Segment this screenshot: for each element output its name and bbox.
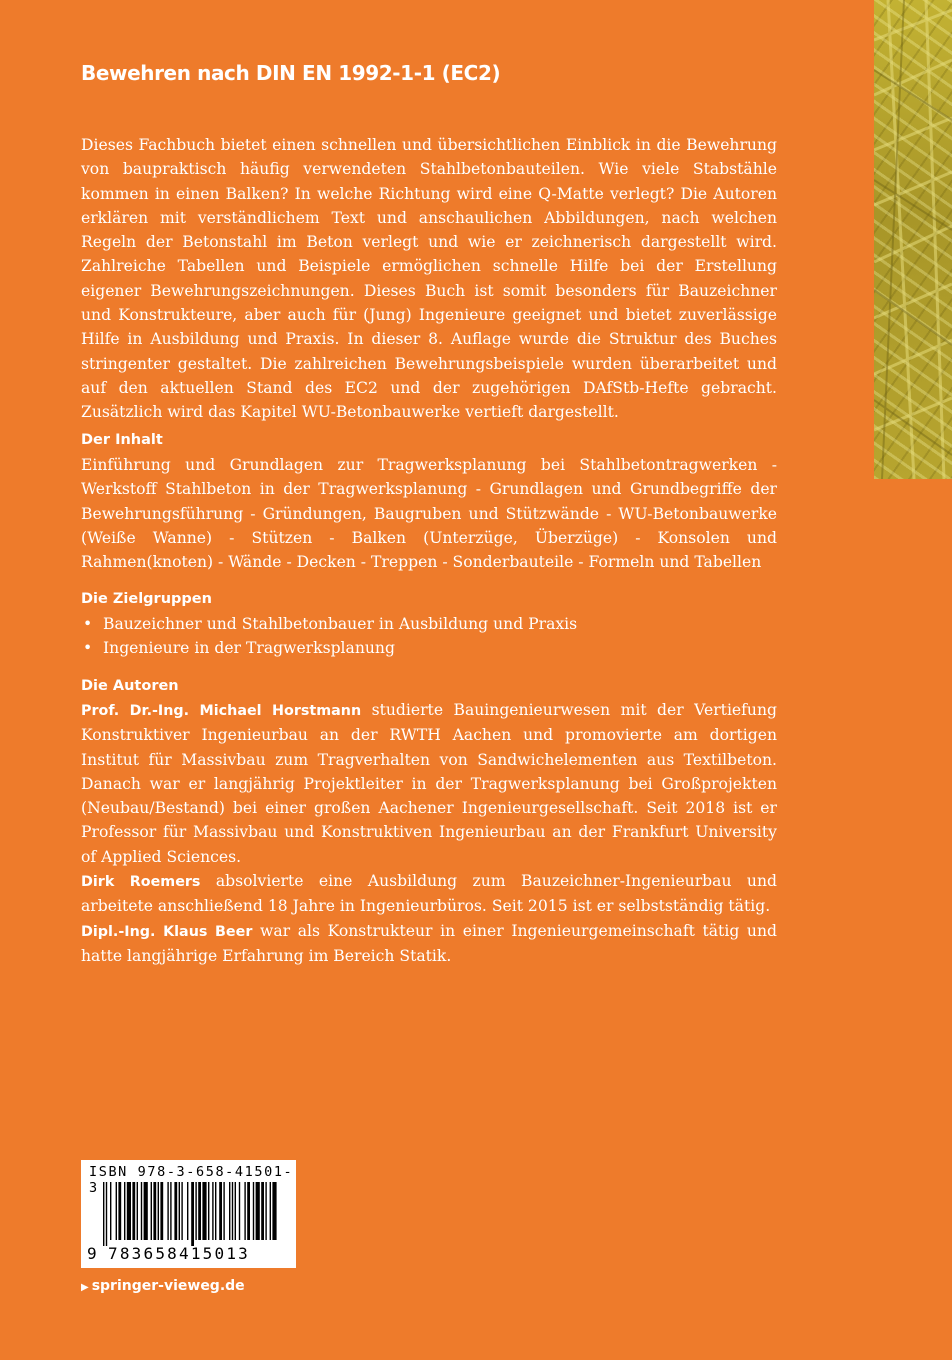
barcode-bar — [219, 1182, 222, 1240]
author-entry — [81, 869, 777, 919]
target-groups-list — [81, 612, 777, 661]
barcode-bar — [272, 1182, 276, 1240]
barcode-bar — [181, 1182, 182, 1240]
author-bio: studierte Bauingenieurwesen mit der Vertiefung Konstruktiver Ingenieurbau an der RWTH Aachen und promovierte am dortigen Institut für Massivbau zum Tragverhalten von Sandwichelementen aus Textilbeton. Danach war er langjährig Projektleiter in der Tragwerksplanung bei Großprojekten (Neubau/Bestand) bei einer großen Aachener Ingenieurgesellschaft. Seit 2018 ist er Professor für Massivbau und Konstruktiven Ingenieurbau an der Frankfurt University of Applied Sciences. — [81, 701, 777, 866]
isbn-barcode — [81, 1160, 296, 1268]
barcode-bar — [223, 1182, 224, 1240]
target-groups-heading: Die Zielgruppen — [81, 591, 212, 607]
barcode-bar — [167, 1182, 168, 1240]
barcode-bar — [170, 1182, 171, 1240]
barcode-bar — [174, 1182, 177, 1240]
authors-heading: Die Autoren — [81, 678, 179, 694]
barcode-bar — [132, 1182, 135, 1240]
author-name: Dirk Roemers — [81, 874, 201, 891]
barcode-bar — [265, 1182, 266, 1240]
barcode-bar — [116, 1182, 117, 1240]
barcode-bar — [153, 1182, 156, 1240]
contents-heading: Der Inhalt — [81, 432, 163, 448]
barcode-bar — [215, 1182, 216, 1240]
barcode-bar — [232, 1182, 233, 1240]
barcode-bar — [198, 1182, 201, 1240]
barcode-bar — [141, 1182, 142, 1240]
bullet-icon: • — [83, 615, 93, 633]
barcode-bar — [256, 1182, 260, 1240]
barcode-bar — [195, 1182, 196, 1240]
barcode-bar — [239, 1182, 240, 1240]
barcode-bar — [144, 1182, 148, 1240]
barcode-bar — [151, 1182, 152, 1240]
authors-section — [81, 698, 777, 968]
rebar-photo-illustration — [874, 0, 952, 479]
barcode-bar — [244, 1182, 245, 1240]
barcode-bar — [124, 1182, 125, 1240]
barcode-bar — [118, 1182, 121, 1240]
author-name: Prof. Dr.-Ing. Michael Horstmann — [81, 703, 362, 719]
list-item — [81, 612, 777, 636]
contents-paragraph: Einführung und Grundlagen zur Tragwerksplanung bei Stahlbetontragwerken - Werkstoff Stahlbeton in der Tragwerksplanung - Grundlagen und Grundbegriffe der Bewehrungsführung - Gründungen, Baugruben und Stützwände - WU-Betonbauwerke (Weiße Wanne) - Stützen - Balken (Unterzüge, Überzüge) - Konsolen und Rahmen(knoten) - Wände - Decken - Treppen - Sonderbauteile - Formeln und Tabellen — [81, 456, 777, 572]
barcode-bar — [106, 1182, 107, 1246]
barcode-bars — [103, 1182, 279, 1246]
isbn-label: ISBN 978-3-658-41501-3 — [89, 1164, 294, 1196]
author-name: Dipl.-Ing. Klaus Beer — [81, 923, 253, 940]
target-group-label: Ingenieure in der Tragwerksplanung — [103, 639, 395, 658]
bullet-icon: • — [83, 639, 93, 658]
barcode-bar — [160, 1182, 163, 1240]
barcode-bar — [191, 1182, 194, 1246]
barcode-bar — [212, 1182, 213, 1240]
barcode-bar — [179, 1182, 180, 1240]
barcode-bar — [137, 1182, 138, 1240]
author-bio: absolvierte eine Ausbildung zum Bauzeichner-Ingenieurbau und arbeitete anschließend 18 Jahre in Ingenieurbüros. Seit 2015 ist er selbstständig tätig. — [81, 872, 777, 916]
list-item — [81, 636, 777, 660]
barcode-bar — [270, 1182, 271, 1240]
arrow-right-icon: ▶ — [81, 1282, 89, 1293]
target-group-label: Bauzeichner und Stahlbetonbauer in Ausbildung und Praxis — [103, 615, 578, 633]
barcode-bar — [229, 1182, 230, 1240]
book-title: Bewehren nach DIN EN 1992-1-1 (EC2) — [81, 61, 501, 85]
publisher-url: springer-vieweg.de — [91, 1278, 245, 1294]
author-entry — [81, 919, 777, 969]
cover-photo-strip — [874, 0, 952, 479]
barcode-bar — [127, 1182, 131, 1240]
barcode-digits: 783658415013 — [108, 1244, 250, 1263]
publisher-link[interactable] — [81, 1278, 245, 1294]
barcode-bar — [110, 1182, 111, 1240]
intro-paragraph: Dieses Fachbuch bietet einen schnellen und übersichtlichen Einblick in die Bewehrung von baupraktisch häufig verwendeten Stahlbetonbauteilen. Wie viele Stabstähle kommen in einen Balken? In welche Richtung wird eine Q-Matte verlegt? Die Autoren erklären mit verständlichem Text und anschaulichen Abbildungen, nach welchen Regeln der Betonstahl im Beton verlegt und wie er zeichnerisch dargestellt wird. Zahlreiche Tabellen und Beispiele ermöglichen schnelle Hilfe bei der Erstellung eigener Bewehrungszeichnungen. Dieses Buch ist somit besonders für Bauzeichner und Konstrukteure, aber auch für (Jung) Ingenieure geeignet und bietet zuverlässige Hilfe in Ausbildung und Praxis. In dieser 8. Auflage wurde die Struktur des Buches stringenter gestaltet. Die zahlreichen Bewehrungsbeispiele wurden überarbeitet und auf den aktuellen Stand des EC2 und der zugehörigen DAfStb-Hefte gebracht. Zusätzlich wird das Kapitel WU-Betonbauwerke vertieft dargestellt. — [81, 136, 777, 422]
barcode-bar — [158, 1182, 159, 1240]
barcode-bar — [208, 1182, 209, 1240]
barcode-first-digit: 9 — [87, 1244, 97, 1263]
barcode-bar — [253, 1182, 254, 1240]
author-bio: war als Konstrukteur in einer Ingenieurgemeinschaft tätig und hatte langjährige Erfahrung im Bereich Statik. — [81, 921, 777, 965]
author-entry — [81, 698, 777, 869]
barcode-bar — [247, 1182, 250, 1240]
barcode-bar — [235, 1182, 236, 1240]
barcode-bar — [187, 1182, 188, 1240]
barcode-bar — [261, 1182, 264, 1240]
barcode-bar — [103, 1182, 104, 1246]
barcode-bar — [202, 1182, 206, 1240]
